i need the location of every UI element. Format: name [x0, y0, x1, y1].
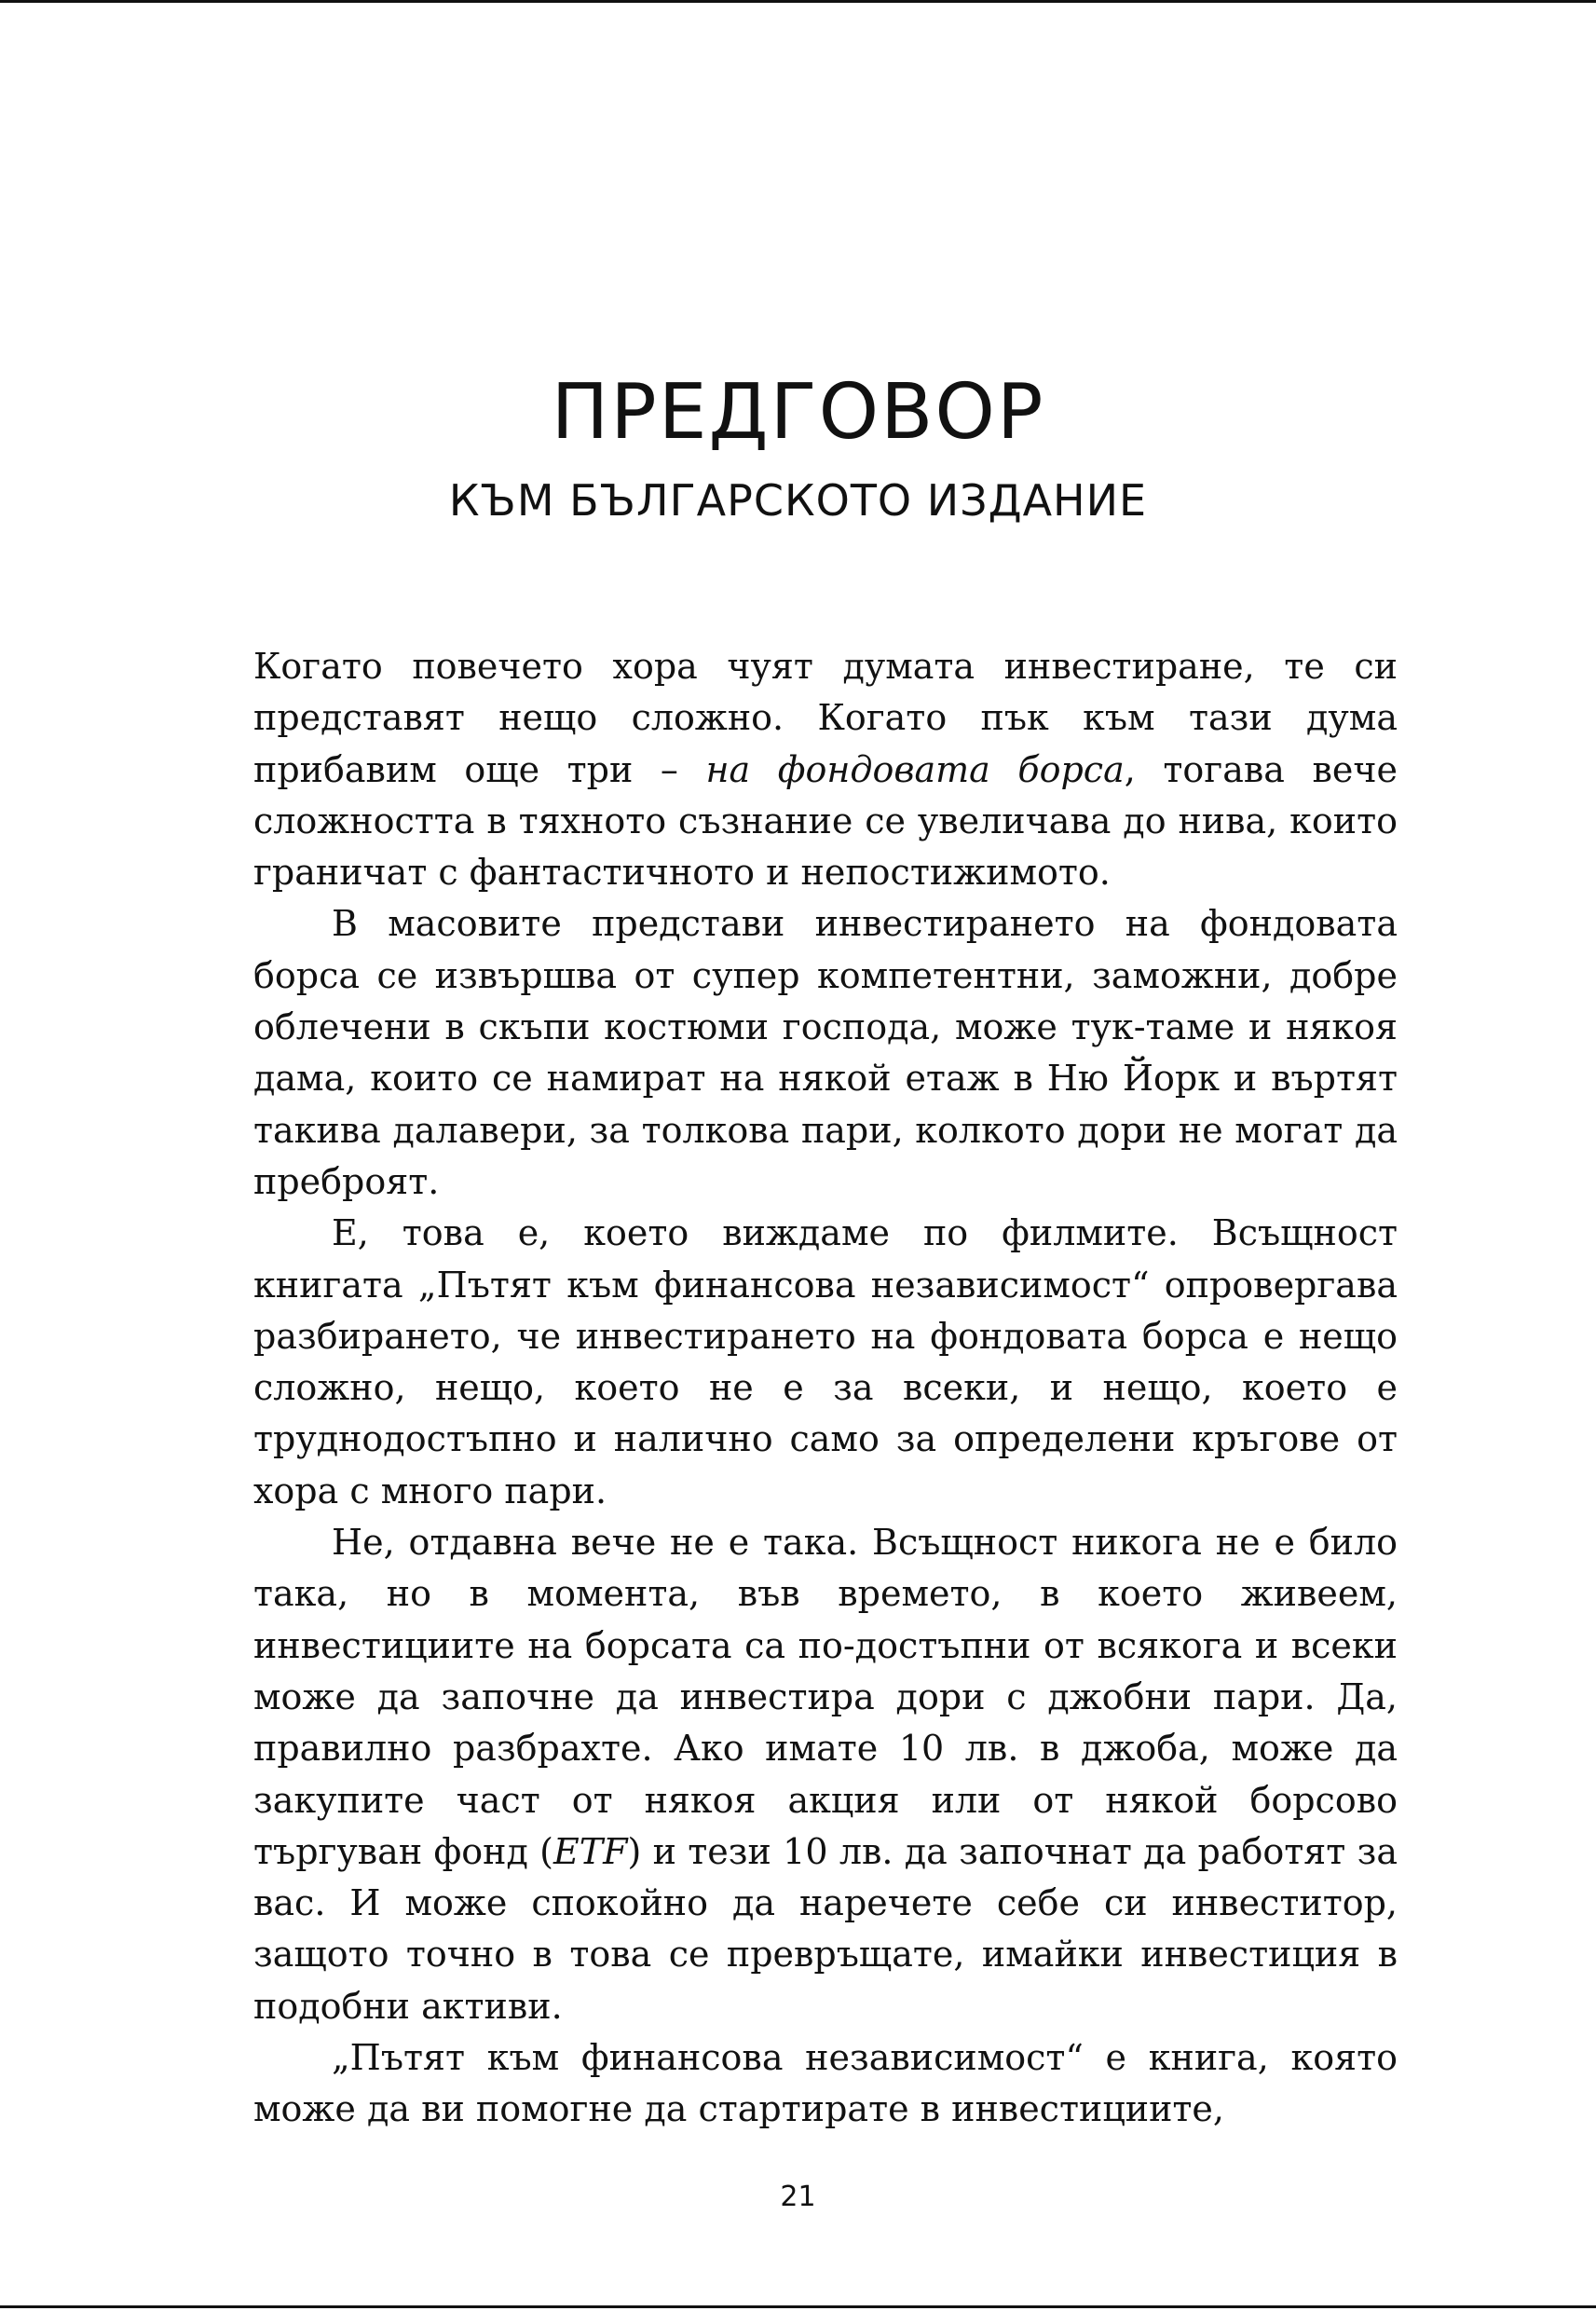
body-text [253, 641, 1398, 2136]
top-border-line [0, 0, 1596, 3]
paragraph-2 [253, 898, 1398, 1208]
paragraph-1-emphasis: на фондовата борса [705, 748, 1125, 790]
paragraph-4-text-b: ) и тези 10 лв. да започнат да работят за вас. И може спокойно да наречете себе си инвеститор, защото точно в това се превръщате, имайки инвестиция в подобни активи. [253, 1830, 1398, 2027]
paragraph-1-text-a: Когато повечето хора чуят думата инвестиране, те си представят нещо сложно. Когато пък към тази дума прибавим още три – [253, 646, 1398, 790]
page-title: ПРЕДГОВОР [551, 368, 1045, 457]
paragraph-1-text-b: , тогава вече сложността в тяхното съзнание се увеличава до нива, които граничат с фантастичното и непостижимото. [253, 748, 1398, 894]
page-number: 21 [780, 2181, 816, 2213]
paragraph-3 [253, 1208, 1398, 1517]
paragraph-4 [253, 1517, 1398, 2032]
paragraph-3-text: Е, това е, което виждаме по филмите. Всъщност книгата „Пътят към финансова независимост“ опровергава разбирането, че инвестирането на фондовата борса е нещо сложно, нещо, което не е за всеки, и нещо, което е труднодостъпно и налично само за определени кръгове от хора с много пари. [253, 1212, 1398, 1511]
paragraph-5 [253, 2032, 1398, 2136]
paragraph-1 [253, 641, 1398, 898]
paragraph-5-text: „Пътят към финансова независимост“ е книга, която може да ви помогне да стартирате в инвестициите, [253, 2037, 1398, 2130]
paragraph-4-text-a: Не, отдавна вече не е така. Всъщност никога не е било така, но в момента, във времето, в което живеем, инвестициите на борсата са по-достъпни от всякога и всеки може да започне да инвестира дори с джобни пари. Да, правилно разбрахте. Ако имате 10 лв. в джоба, може да закупите част от някоя акция или от някой борсово търгуван фонд ( [253, 1522, 1398, 1872]
paragraph-4-emphasis: ETF [553, 1830, 628, 1872]
page-subtitle: КЪМ БЪЛГАРСКОТО ИЗДАНИЕ [448, 475, 1148, 526]
paragraph-2-text: В масовите представи инвестирането на фондовата борса се извършва от супер компетентни, заможни, добре облечени в скъпи костюми господа, може тук-таме и някоя дама, които се намират на някой етаж в Ню Йорк и въртят такива далавери, за толкова пари, колкото дори не могат да преброят. [253, 903, 1398, 1202]
bottom-border-line [0, 2305, 1596, 2308]
